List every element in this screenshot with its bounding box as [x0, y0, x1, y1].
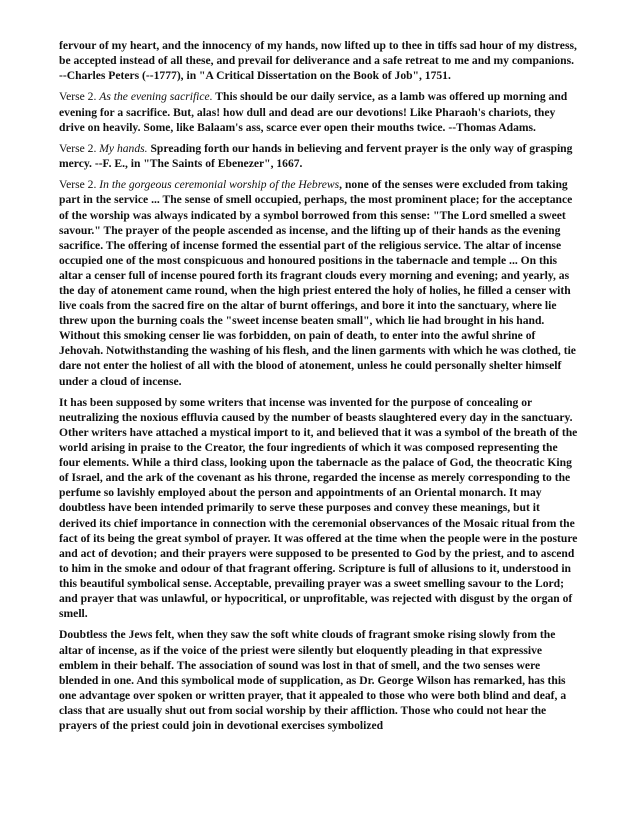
paragraph-jews-felt	[59, 627, 578, 733]
verse-label: Verse 2.	[59, 141, 97, 155]
verse-quote: My hands.	[99, 141, 148, 155]
verse-quote: As the evening sacrifice.	[99, 90, 213, 104]
paragraph-text: Spreading forth our hands in believing and fervent prayer is the only way of grasping mercy. --F. E., in "The Saints of Ebenezer", 1667.	[59, 141, 573, 171]
paragraph-verse-2-my-hands	[59, 141, 578, 171]
paragraph-text: fervour of my heart, and the innocency of my hands, now lifted up to thee in tiffs sad hour of my distress, be accepted instead of all these, and prevail for deliverance and a safe retreat to me and my companions. --Charles Peters (--1777), in "A Critical Dissertation on the Book of Job", 1751.	[59, 39, 577, 83]
verse-label: Verse 2.	[59, 178, 97, 192]
paragraph-verse-2-ceremonial-worship	[59, 177, 578, 388]
paragraph-text: Doubtless the Jews felt, when they saw the soft white clouds of fragrant smoke rising slowly from the altar of incense, as if the voice of the priest were silently but eloquently pleading in that expressive emblem in their behalf. The association of sound was lost in that of smell, and the two senses were blended in one. And this symbolical mode of supplication, as Dr. George Wilson has remarked, has this one advantage over spoken or written prayer, that it appealed to those who were both blind and deaf, a class that are usually shut out from social worship by their affliction. Those who could not hear the prayers of the priest could join in devotional exercises symbolized	[59, 628, 567, 732]
verse-label: Verse 2.	[59, 90, 97, 104]
paragraph-text: It has been supposed by some writers that incense was invented for the purpose of concealing or neutralizing the noxious effluvia caused by the number of beasts slaughtered every day in the sanctuary. Other writers have attached a mystical import to it, and believed that it was a symbol of the breath of the world arising in praise to the Creator, the four ingredients of which it was composed representing the four elements. While a third class, looking upon the tabernacle as the palace of God, the theocratic King of Israel, and the ark of the covenant as his throne, regarded the incense as merely corresponding to the perfume so lavishly employed about the person and appointments of an Oriental monarch. It may doubtless have been intended primarily to serve these purposes and convey these meanings, but it derived its chief importance in connection with the ceremonial observances of the Mosaic ritual from the fact of its being the great symbol of prayer. It was offered at the time when the people were in the posture and act of devotion; and their prayers were supposed to be presented to God by the priest, and to ascend to him in the smoke and odour of that fragrant offering. Scripture is full of allusions to it, understood in this beautiful symbolical sense. Acceptable, prevailing prayer was a sweet smelling savour to the Lord; and prayer that was unlawful, or hypocritical, or unprofitable, was rejected with disgust by the organ of smell.	[59, 395, 578, 621]
paragraph-verse-2-evening-sacrifice	[59, 89, 578, 134]
verse-quote: In the gorgeous ceremonial worship of the Hebrews	[99, 178, 340, 192]
document-page	[59, 38, 578, 739]
paragraph-incense-purposes	[59, 395, 578, 621]
paragraph-text: This should be our daily service, as a lamb was offered up morning and evening for a sacrifice. But, alas! how dull and dead are our devotions! Like Pharaoh's chariots, they drive on heavily. Some, like Balaam's ass, scarce ever open their mouths twice. --Thomas Adams.	[59, 90, 568, 134]
paragraph-text: , none of the senses were excluded from taking part in the service ... The sense of smell occupied, perhaps, the most prominent place; for the acceptance of the worship was always indicated by a symbol borrowed from this sense: "The Lord smelled a sweet savour." The prayer of the people ascended as incense, and the lifting up of their hands as the evening sacrifice. The offering of incense formed the essential part of the religious service. The altar of incense occupied one of the most conspicuous and honoured positions in the tabernacle and temple ... On this altar a censer full of incense poured forth its fragrant clouds every morning and evening; and yearly, as the day of atonement came round, when the high priest entered the holy of holies, he filled a censer with live coals from the sacred fire on the altar of burnt offerings, and bore it into the sanctuary, where lie threw upon the burning coals the "sweet incense beaten small", which lie had brought in his hand. Without this smoking censer lie was forbidden, on pain of death, to enter into the awful shrine of Jehovah. Notwithstanding the washing of his flesh, and the linen garments with which he was clothed, tie dare not enter the holiest of all with the blood of atonement, unless he could personally shelter himself under a cloud of incense.	[59, 178, 576, 388]
paragraph-continuation	[59, 38, 578, 83]
